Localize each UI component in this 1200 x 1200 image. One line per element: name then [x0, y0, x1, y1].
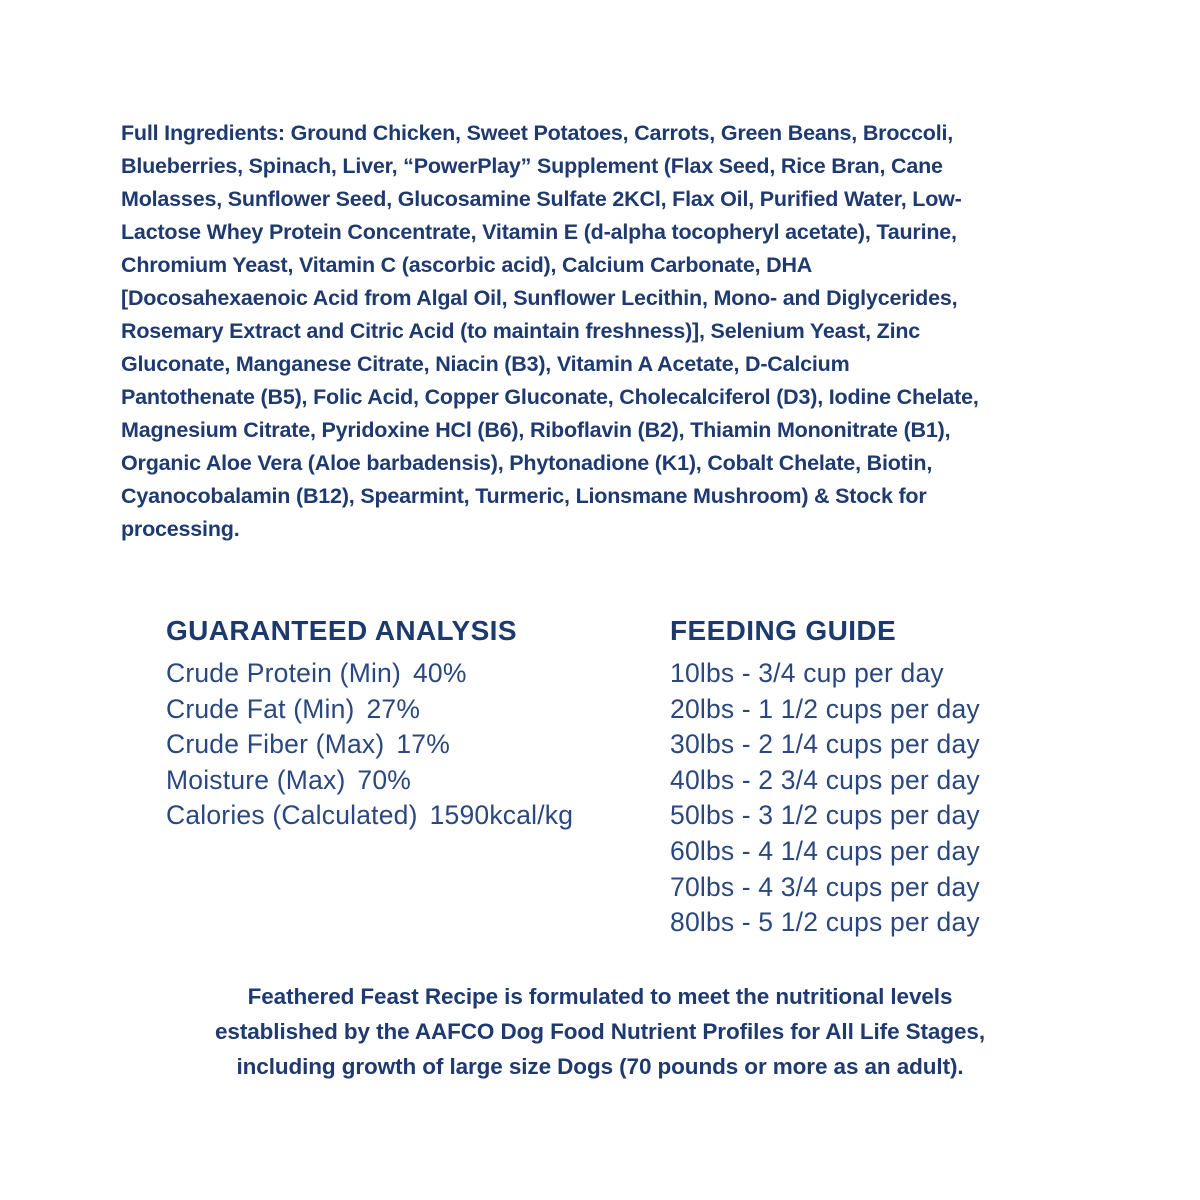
ingredients-line: Rosemary Extract and Citric Acid (to maintain freshness)], Selenium Yeast, Zinc	[121, 319, 921, 343]
feeding-amount: 3 1/2 cups per day	[758, 800, 980, 831]
aafco-statement-line: including growth of large size Dogs (70 pounds or more as an adult).	[236, 1054, 964, 1079]
analysis-value: 70%	[357, 764, 412, 795]
analysis-value: 17%	[396, 729, 450, 760]
guaranteed-analysis-rows	[166, 656, 573, 834]
ingredients-line: Cyanocobalamin (B12), Spearmint, Turmeric, Lionsmane Mushroom) & Stock for	[121, 484, 927, 508]
feeding-weight: 30lbs	[670, 729, 735, 760]
ingredients-line: Gluconate, Manganese Citrate, Niacin (B3), Vitamin A Acetate, D-Calcium	[121, 352, 850, 376]
feeding-row	[670, 692, 980, 728]
feeding-guide-section	[670, 615, 980, 941]
analysis-row	[166, 798, 573, 834]
ingredients-line: Chromium Yeast, Vitamin C (ascorbic acid), Calcium Carbonate, DHA	[121, 253, 813, 277]
feeding-row	[670, 870, 980, 906]
feeding-separator: -	[741, 764, 751, 795]
analysis-label: Moisture (Max)	[166, 764, 346, 795]
analysis-value: 1590kcal/kg	[429, 800, 574, 831]
feeding-row	[670, 905, 980, 941]
ingredients-line: processing.	[121, 517, 240, 541]
feeding-weight: 70lbs	[670, 871, 735, 902]
feeding-weight: 80lbs	[670, 907, 735, 938]
analysis-label: Crude Fat (Min)	[166, 693, 355, 724]
analysis-label: Crude Protein (Min)	[166, 658, 402, 688]
analysis-label: Calories (Calculated)	[166, 800, 418, 831]
feeding-separator: -	[741, 693, 751, 724]
feeding-weight: 20lbs	[670, 693, 735, 724]
feeding-amount: 3/4 cup per day	[758, 658, 944, 688]
feeding-separator: -	[741, 907, 751, 938]
aafco-statement-line: Feathered Feast Recipe is formulated to meet the nutritional levels	[247, 984, 953, 1009]
ingredients-line: Organic Aloe Vera (Aloe barbadensis), Phytonadione (K1), Cobalt Chelate, Biotin,	[121, 451, 933, 475]
analysis-value: 40%	[412, 658, 467, 688]
analysis-row	[166, 727, 573, 763]
feeding-separator: -	[741, 871, 751, 902]
feeding-weight: 50lbs	[670, 800, 735, 831]
feeding-separator: -	[741, 729, 751, 760]
analysis-value: 27%	[366, 693, 421, 724]
analysis-row	[166, 763, 573, 799]
feeding-separator: -	[741, 835, 751, 866]
feeding-separator: -	[741, 658, 751, 688]
ingredients-line: Pantothenate (B5), Folic Acid, Copper Gluconate, Cholecalciferol (D3), Iodine Chelate,	[121, 385, 979, 409]
feeding-row	[670, 656, 980, 692]
feeding-row	[670, 834, 980, 870]
analysis-row	[166, 692, 573, 728]
feeding-amount: 4 3/4 cups per day	[758, 871, 980, 902]
ingredients-line: Full Ingredients: Ground Chicken, Sweet Potatoes, Carrots, Green Beans, Broccoli,	[121, 121, 954, 145]
aafco-statement	[0, 979, 1200, 1084]
aafco-statement-line: established by the AAFCO Dog Food Nutrient Profiles for All Life Stages,	[215, 1019, 985, 1044]
feeding-amount: 5 1/2 cups per day	[758, 907, 980, 938]
analysis-row	[166, 656, 573, 692]
analysis-label: Crude Fiber (Max)	[166, 729, 385, 760]
feeding-row	[670, 727, 980, 763]
feeding-row	[670, 763, 980, 799]
full-ingredients-paragraph	[121, 117, 979, 546]
ingredients-line: Molasses, Sunflower Seed, Glucosamine Sulfate 2KCl, Flax Oil, Purified Water, Low-	[121, 187, 962, 211]
feeding-row	[670, 798, 980, 834]
ingredients-line: Lactose Whey Protein Concentrate, Vitamin E (d-alpha tocopheryl acetate), Taurine,	[121, 220, 957, 244]
feeding-guide-heading: FEEDING GUIDE	[670, 615, 897, 646]
feeding-amount: 4 1/4 cups per day	[758, 835, 980, 866]
feeding-guide-rows	[670, 656, 980, 941]
feeding-amount: 2 3/4 cups per day	[758, 764, 980, 795]
ingredients-line: Magnesium Citrate, Pyridoxine HCl (B6), Riboflavin (B2), Thiamin Mononitrate (B1),	[121, 418, 951, 442]
ingredients-line: [Docosahexaenoic Acid from Algal Oil, Sunflower Lecithin, Mono- and Diglycerides,	[121, 286, 958, 310]
feeding-amount: 2 1/4 cups per day	[758, 729, 980, 760]
feeding-separator: -	[741, 800, 751, 831]
feeding-amount: 1 1/2 cups per day	[758, 693, 980, 724]
feeding-weight: 10lbs	[670, 658, 735, 688]
feeding-weight: 60lbs	[670, 835, 735, 866]
ingredients-line: Blueberries, Spinach, Liver, “PowerPlay” Supplement (Flax Seed, Rice Bran, Cane	[121, 154, 943, 178]
feeding-weight: 40lbs	[670, 764, 735, 795]
guaranteed-analysis-heading: GUARANTEED ANALYSIS	[166, 615, 517, 646]
guaranteed-analysis-section	[166, 615, 573, 834]
